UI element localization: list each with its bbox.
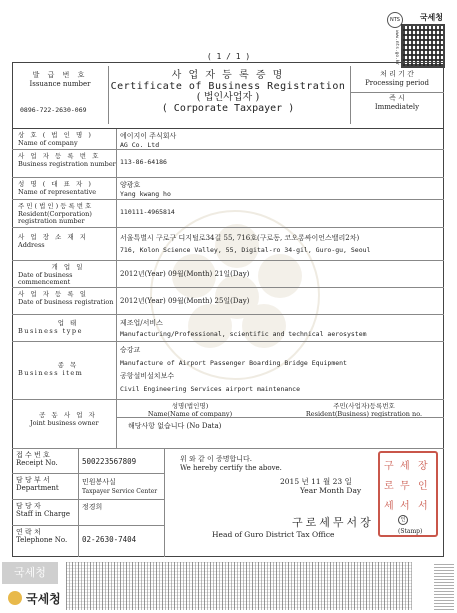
certificate-title (110, 70, 346, 114)
staff-row: 담 당 자 Staff in Charge 정경희 (12, 500, 164, 526)
tax-office-name-korean: 구로세무서장 (292, 516, 374, 529)
subtitle-korean: ( 법인사업자 ) (196, 92, 260, 103)
field-row: 종 목 Business item 승강교 Manufacture of Airport Passenger Boarding Bridge Equipment 공항설비설치보수 Civil Engineering Services airport maintenance (12, 342, 444, 400)
department-row: 담 당 부 서 Department 민원봉사실 Taxpayer Service Center (12, 474, 164, 500)
nts-logo-icon: NTS (387, 12, 403, 28)
nts-footer-seal: 국세청 (2, 562, 58, 584)
side-barcode-icon (434, 562, 454, 610)
field-row: 업 태 Business type 제조업/서비스 Manufacturing/Professional, scientific and technical aerosystem (12, 315, 444, 342)
joint-business-data: 해당사항 없습니다 (No Data) (128, 422, 222, 430)
title-korean: 사 업 자 등 록 증 명 (171, 70, 285, 81)
title-english: Certificate of Business Registration (110, 81, 346, 92)
field-row: 상 호 ( 법 인 명 ) Name of company 에이지이 주식회사 AG Co. Ltd (12, 129, 444, 150)
field-row: 개 업 일 Date of business commencement 2012년(Year) 09월(Month) 21일(Day) (12, 261, 444, 288)
issuance-block (12, 449, 444, 557)
seal-mark: 인 (398, 515, 408, 525)
field-row: 주민(법인)등록번호 Resident(Corporation) registration number 110111-4965814 (12, 200, 444, 228)
certificate-header (12, 62, 444, 128)
certification-statement: 위 와 같 이 증명합니다. We hereby certify the above. (180, 455, 282, 472)
receipt-row: 접 수 번 호 Receipt No. 500223567809 (12, 449, 164, 474)
issue-date: 2015 년 11 월 23 일 Year Month Day (280, 477, 362, 495)
tax-office-name-english: Head of Guro District Tax Office (212, 530, 335, 539)
field-row: 사 업 장 소 재 지 Address 서울특별시 구로구 디지털로34길 55, 716호(구로동, 코오롱싸이언스밸리2차) 716, Kolon Science Valley, 55, Digital-ro 34-gil, Guro-gu, Seoul (12, 228, 444, 261)
brand-url: www.nts.go.kr (394, 30, 399, 66)
field-row: 사 업 자 등 록 일 Date of business registration 2012년(Year) 09월(Month) 25일(Day) (12, 288, 444, 315)
document-barcode-icon (66, 562, 412, 610)
issuance-label: 발 급 번 호 Issuance number (29, 71, 91, 88)
subtitle-english: ( Corporate Taxpayer ) (161, 103, 295, 114)
field-row: 성 명 ( 대 표 자 ) Name of representative 양광호 Yang kwang ho (12, 178, 444, 200)
field-row: 사 업 자 등 록 번 호 Business registration number 113-86-64186 (12, 150, 444, 178)
stamp-label: (Stamp) (398, 528, 423, 535)
nts-logo-icon (8, 591, 22, 605)
brand-name: 국세청 (419, 13, 443, 22)
official-seal-icon: 구 세 장 로 무 인 세 서 서 (378, 451, 438, 537)
footer (0, 560, 457, 613)
footer-brand: 국세청 (8, 590, 61, 607)
joint-business-row: 공 동 사 업 자 Joint business owner 성명(법인명) Name(Name of company) 주민(사업자)등록번호 Resident(Business) registration no. 해당사항 없습니다 (No Data) (12, 400, 444, 449)
processing-period: 처 리 기 간 Processing period 즉 시 Immediately (365, 70, 429, 111)
issuance-number: 0896-722-2630-069 (20, 106, 87, 114)
telephone-row: 연 락 처 Telephone No. 02-2630-7404 (16, 528, 137, 544)
page-number: ( 1 / 1 ) (206, 52, 251, 61)
